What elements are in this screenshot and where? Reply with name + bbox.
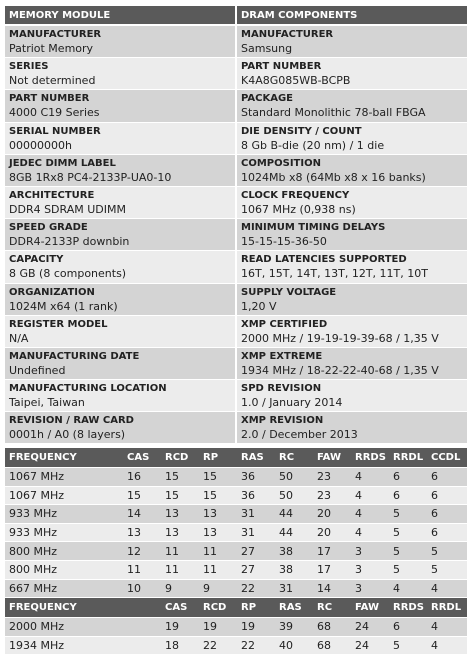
jedec-timing-column-header: RP <box>199 448 237 468</box>
xmp-timing-cell: 19 <box>161 618 199 637</box>
memory-module-field-value: 8GB 1Rx8 PC4-2133P-UA0-10 <box>9 170 172 184</box>
xmp-timing-row <box>5 618 467 637</box>
xmp-timing-header-row <box>5 598 467 618</box>
xmp-timing-column-header: RRDL <box>427 598 467 618</box>
jedec-timing-cell: 16 <box>123 468 161 487</box>
memory-module-field-value: DDR4 SDRAM UDIMM <box>9 202 126 216</box>
jedec-timing-cell: 13 <box>161 505 199 524</box>
jedec-timing-cell: 5 <box>427 542 467 561</box>
xmp-timing-cell: 4 <box>427 636 467 654</box>
jedec-timing-column-header: FAW <box>313 448 351 468</box>
jedec-timing-cell: 31 <box>237 523 275 542</box>
dram-components-panel <box>237 6 467 444</box>
dram-components-field-label: SPD REVISION <box>241 383 322 395</box>
jedec-timing-cell: 31 <box>275 579 313 597</box>
memory-module-field <box>5 284 235 316</box>
dram-components-field-label: MINIMUM TIMING DELAYS <box>241 222 386 234</box>
jedec-timing-cell: 15 <box>161 468 199 487</box>
memory-module-field-label: CAPACITY <box>9 254 64 266</box>
jedec-timing-cell: 800 MHz <box>5 560 123 579</box>
jedec-timing-row <box>5 560 467 579</box>
jedec-timing-cell: 3 <box>351 542 389 561</box>
xmp-timing-column-header: RP <box>237 598 275 618</box>
jedec-timing-column-header: CAS <box>123 448 161 468</box>
jedec-timing-cell: 15 <box>161 486 199 505</box>
xmp-timing-column-header: RRDS <box>389 598 427 618</box>
xmp-timing-cell: 24 <box>351 636 389 654</box>
jedec-timing-cell: 4 <box>389 579 427 597</box>
xmp-timing-cell: 39 <box>275 618 313 637</box>
memory-module-field <box>5 187 235 219</box>
jedec-timing-cell: 15 <box>123 486 161 505</box>
memory-module-field-label: REVISION / RAW CARD <box>9 415 134 427</box>
xmp-timing-column-header: RC <box>313 598 351 618</box>
memory-module-field-value: N/A <box>9 331 29 345</box>
jedec-timing-cell: 800 MHz <box>5 542 123 561</box>
xmp-timing-cell: 2000 MHz <box>5 618 161 637</box>
dram-components-field-label: SUPPLY VOLTAGE <box>241 286 337 298</box>
jedec-timing-cell: 4 <box>351 523 389 542</box>
jedec-timing-row <box>5 523 467 542</box>
memory-module-field-label: ORGANIZATION <box>9 286 95 298</box>
jedec-timing-cell: 9 <box>199 579 237 597</box>
jedec-timing-table <box>5 448 467 597</box>
xmp-timing-cell: 6 <box>389 618 427 637</box>
dram-components-field <box>237 155 467 187</box>
dram-components-field-value: K4A8G085WB-BCPB <box>241 74 351 88</box>
dram-components-field-value: Standard Monolithic 78-ball FBGA <box>241 106 426 120</box>
jedec-timing-column-header: RRDL <box>389 448 427 468</box>
memory-module-field-value: 0001h / A0 (8 layers) <box>9 428 126 442</box>
dram-components-field-value: 1934 MHz / 18-22-22-40-68 / 1,35 V <box>241 363 439 377</box>
jedec-timing-cell: 44 <box>275 505 313 524</box>
jedec-timing-column-header: RRDS <box>351 448 389 468</box>
dram-components-field-label: PART NUMBER <box>241 61 322 73</box>
jedec-timing-row <box>5 542 467 561</box>
dram-components-field-label: XMP EXTREME <box>241 350 323 362</box>
jedec-timing-cell: 23 <box>313 468 351 487</box>
jedec-timing-row <box>5 486 467 505</box>
memory-module-field-value: Taipei, Taiwan <box>9 396 85 410</box>
dram-components-field-label: MANUFACTURER <box>241 29 334 40</box>
jedec-timing-cell: 50 <box>275 486 313 505</box>
jedec-timing-cell: 5 <box>389 523 427 542</box>
jedec-timing-cell: 5 <box>389 542 427 561</box>
jedec-timing-cell: 11 <box>123 560 161 579</box>
jedec-timing-cell: 667 MHz <box>5 579 123 597</box>
jedec-timing-cell: 5 <box>389 560 427 579</box>
jedec-timing-cell: 27 <box>237 560 275 579</box>
memory-module-header: MEMORY MODULE <box>5 6 235 26</box>
xmp-timing-cell: 1934 MHz <box>5 636 161 654</box>
xmp-timing-cell: 22 <box>237 636 275 654</box>
jedec-timing-cell: 11 <box>161 542 199 561</box>
jedec-timing-cell: 6 <box>427 468 467 487</box>
memory-module-field <box>5 380 235 412</box>
xmp-timing-column-header: FAW <box>351 598 389 618</box>
memory-module-field-label: MANUFACTURER <box>9 29 102 40</box>
memory-module-field <box>5 155 235 187</box>
dram-components-field-label: DIE DENSITY / COUNT <box>241 125 362 137</box>
jedec-timing-cell: 15 <box>199 468 237 487</box>
xmp-timing-column-header: RAS <box>275 598 313 618</box>
dram-components-field <box>237 58 467 90</box>
xmp-timing-cell: 22 <box>199 636 237 654</box>
jedec-timing-column-header: RCD <box>161 448 199 468</box>
xmp-timing-table <box>5 598 467 654</box>
dram-components-field <box>237 251 467 283</box>
memory-module-field-value: 4000 C19 Series <box>9 106 100 120</box>
dram-components-field-value: 1024Mb x8 (64Mb x8 x 16 banks) <box>241 170 426 184</box>
memory-module-field-value: Not determined <box>9 74 96 88</box>
memory-module-panel <box>5 6 235 444</box>
jedec-timing-cell: 13 <box>123 523 161 542</box>
jedec-timing-cell: 4 <box>351 486 389 505</box>
jedec-timing-cell: 15 <box>199 486 237 505</box>
jedec-timing-cell: 38 <box>275 560 313 579</box>
jedec-timing-cell: 3 <box>351 579 389 597</box>
memory-module-field <box>5 90 235 122</box>
jedec-timing-cell: 13 <box>161 523 199 542</box>
memory-module-field-value: 00000000h <box>9 138 72 152</box>
jedec-timing-cell: 50 <box>275 468 313 487</box>
xmp-timing-column-header: CAS <box>161 598 199 618</box>
memory-module-field-label: MANUFACTURING LOCATION <box>9 383 167 395</box>
dram-components-field <box>237 316 467 348</box>
dram-components-field-label: READ LATENCIES SUPPORTED <box>241 254 407 266</box>
dram-components-field <box>237 219 467 251</box>
jedec-timing-cell: 4 <box>427 579 467 597</box>
dram-components-field-label: XMP REVISION <box>241 415 324 427</box>
jedec-timing-cell: 13 <box>199 523 237 542</box>
xmp-timing-row <box>5 636 467 654</box>
memory-module-field <box>5 412 235 444</box>
jedec-timing-column-header: CCDL <box>427 448 467 468</box>
jedec-timing-column-header: RAS <box>237 448 275 468</box>
jedec-timing-row <box>5 468 467 487</box>
jedec-timing-cell: 933 MHz <box>5 523 123 542</box>
memory-module-field-label: ARCHITECTURE <box>9 189 95 201</box>
memory-module-field <box>5 58 235 90</box>
memory-module-field-value: 1024M x64 (1 rank) <box>9 299 118 313</box>
jedec-timing-cell: 14 <box>313 579 351 597</box>
jedec-timing-cell: 38 <box>275 542 313 561</box>
xmp-timing-cell: 24 <box>351 618 389 637</box>
dram-components-field-value: 1.0 / January 2014 <box>241 396 343 410</box>
memory-module-field-value: Patriot Memory <box>9 42 94 55</box>
dram-components-field <box>237 26 467 58</box>
jedec-timing-cell: 27 <box>237 542 275 561</box>
xmp-timing-cell: 40 <box>275 636 313 654</box>
jedec-timing-cell: 1067 MHz <box>5 468 123 487</box>
jedec-timing-cell: 20 <box>313 505 351 524</box>
dram-components-field <box>237 412 467 444</box>
jedec-timing-cell: 4 <box>351 468 389 487</box>
dram-components-field <box>237 348 467 380</box>
xmp-timing-cell: 5 <box>389 636 427 654</box>
jedec-timing-cell: 13 <box>199 505 237 524</box>
jedec-timing-cell: 36 <box>237 486 275 505</box>
jedec-timing-cell: 17 <box>313 542 351 561</box>
memory-module-field-value: 8 GB (8 components) <box>9 267 127 281</box>
jedec-timing-cell: 22 <box>237 579 275 597</box>
jedec-timing-cell: 5 <box>389 505 427 524</box>
dram-components-field <box>237 284 467 316</box>
jedec-timing-cell: 12 <box>123 542 161 561</box>
dram-components-field-label: PACKAGE <box>241 93 294 105</box>
memory-module-field-label: SERIES <box>9 61 49 73</box>
jedec-timing-cell: 6 <box>427 523 467 542</box>
dram-components-field-label: CLOCK FREQUENCY <box>241 189 350 201</box>
xmp-timing-cell: 19 <box>237 618 275 637</box>
jedec-timing-row <box>5 579 467 597</box>
jedec-timing-cell: 6 <box>427 505 467 524</box>
jedec-timing-row <box>5 505 467 524</box>
xmp-timing-cell: 19 <box>199 618 237 637</box>
jedec-timing-cell: 10 <box>123 579 161 597</box>
jedec-timing-cell: 933 MHz <box>5 505 123 524</box>
jedec-timing-cell: 17 <box>313 560 351 579</box>
memory-module-field-label: REGISTER MODEL <box>9 318 108 330</box>
dram-components-header: DRAM COMPONENTS <box>237 6 467 26</box>
dram-components-field <box>237 123 467 155</box>
dram-components-field-label: XMP CERTIFIED <box>241 318 328 330</box>
jedec-timing-cell: 6 <box>389 486 427 505</box>
jedec-timing-cell: 14 <box>123 505 161 524</box>
dram-components-field-value: 15-15-15-36-50 <box>241 235 327 249</box>
jedec-timing-column-header: FREQUENCY <box>5 448 123 468</box>
memory-module-field-label: SERIAL NUMBER <box>9 125 101 137</box>
memory-module-field <box>5 123 235 155</box>
dram-components-field-value: 1067 MHz (0,938 ns) <box>241 202 356 216</box>
jedec-timing-column-header: RC <box>275 448 313 468</box>
memory-module-field <box>5 251 235 283</box>
xmp-timing-column-header: RCD <box>199 598 237 618</box>
memory-module-field <box>5 219 235 251</box>
dram-components-field-label: COMPOSITION <box>241 157 321 169</box>
jedec-timing-cell: 5 <box>427 560 467 579</box>
jedec-timing-cell: 6 <box>427 486 467 505</box>
jedec-timing-header-row <box>5 448 467 468</box>
jedec-timing-cell: 36 <box>237 468 275 487</box>
dram-components-field-value: 1,20 V <box>241 299 277 313</box>
dram-components-field <box>237 187 467 219</box>
jedec-timing-cell: 31 <box>237 505 275 524</box>
dram-components-field-value: 2.0 / December 2013 <box>241 428 358 442</box>
jedec-timing-cell: 4 <box>351 505 389 524</box>
xmp-timing-column-header: FREQUENCY <box>5 598 161 618</box>
memory-module-field <box>5 316 235 348</box>
jedec-timing-cell: 6 <box>389 468 427 487</box>
memory-module-field <box>5 348 235 380</box>
dram-components-field-value: Samsung <box>241 42 293 55</box>
memory-module-field-value: DDR4-2133P downbin <box>9 235 130 249</box>
jedec-timing-cell: 3 <box>351 560 389 579</box>
xmp-timing-cell: 68 <box>313 636 351 654</box>
dram-components-field-value: 16T, 15T, 14T, 13T, 12T, 11T, 10T <box>241 267 428 281</box>
jedec-timing-cell: 23 <box>313 486 351 505</box>
memory-module-field-label: JEDEC DIMM LABEL <box>9 157 116 169</box>
memory-module-field-label: PART NUMBER <box>9 93 90 105</box>
xmp-timing-cell: 18 <box>161 636 199 654</box>
jedec-timing-cell: 11 <box>161 560 199 579</box>
jedec-timing-cell: 11 <box>199 542 237 561</box>
xmp-timing-cell: 68 <box>313 618 351 637</box>
dram-components-field-value: 2000 MHz / 19-19-19-39-68 / 1,35 V <box>241 331 439 345</box>
xmp-timing-cell: 4 <box>427 618 467 637</box>
memory-module-field-label: SPEED GRADE <box>9 222 88 234</box>
memory-module-field-label: MANUFACTURING DATE <box>9 350 140 362</box>
dram-components-field <box>237 90 467 122</box>
jedec-timing-cell: 11 <box>199 560 237 579</box>
dram-components-field-value: 8 Gb B-die (20 nm) / 1 die <box>241 138 385 152</box>
jedec-timing-cell: 20 <box>313 523 351 542</box>
memory-module-field-value: Undefined <box>9 363 66 377</box>
jedec-timing-cell: 44 <box>275 523 313 542</box>
jedec-timing-cell: 1067 MHz <box>5 486 123 505</box>
jedec-timing-cell: 9 <box>161 579 199 597</box>
memory-module-field <box>5 26 235 58</box>
dram-components-field <box>237 380 467 412</box>
